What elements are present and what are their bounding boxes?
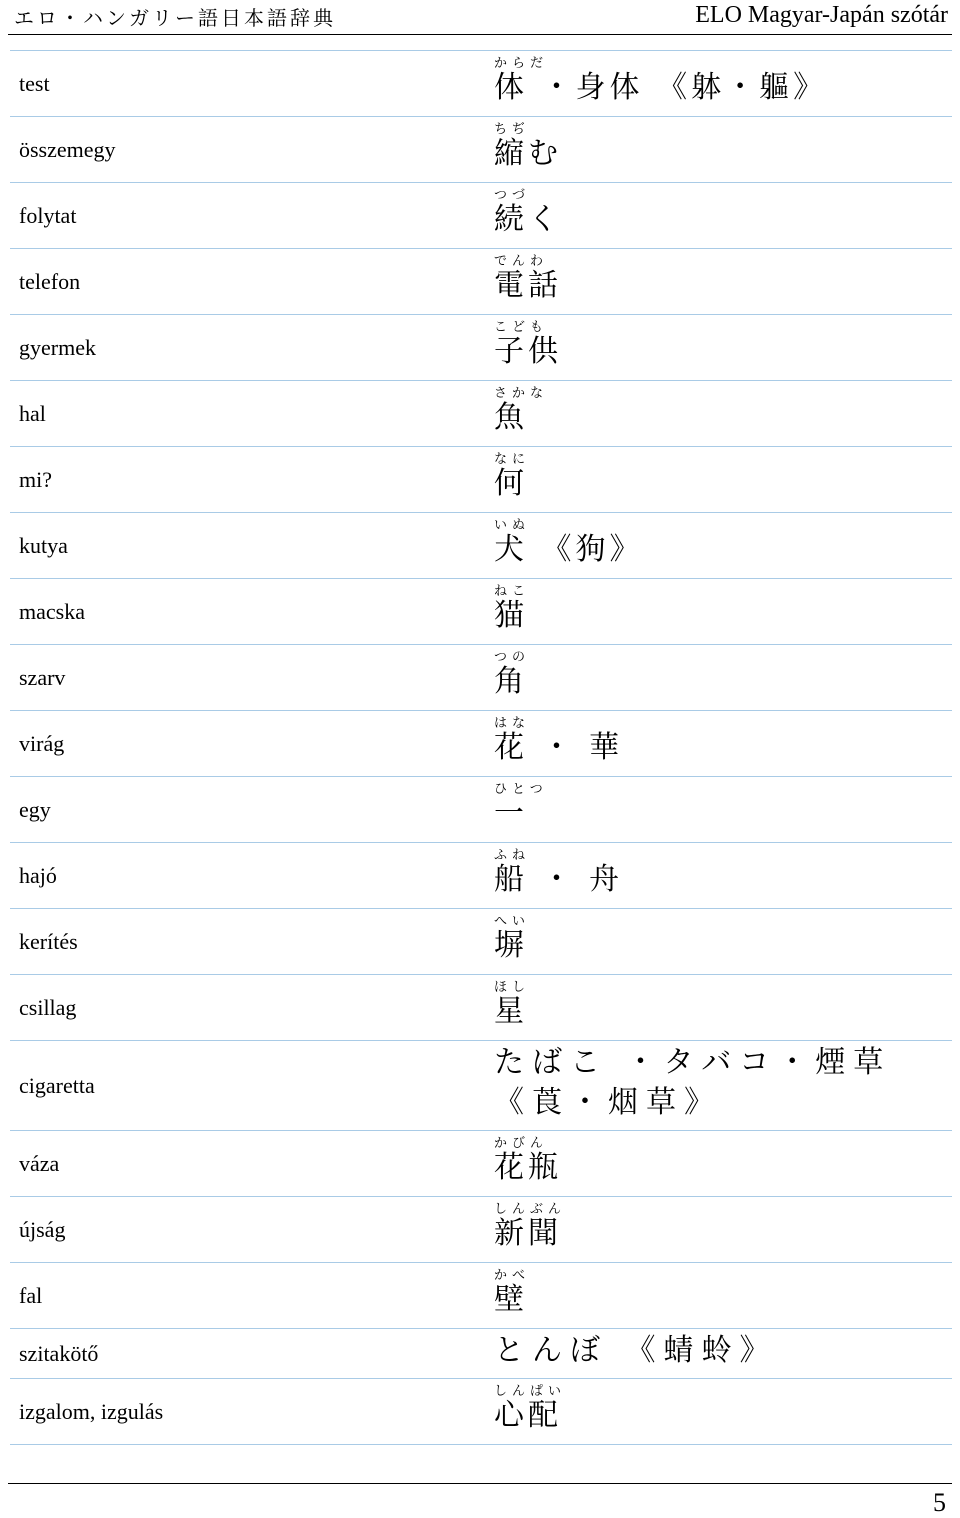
japanese-cell: [494, 909, 530, 963]
japanese-word: 壁: [494, 1282, 528, 1317]
hungarian-word: mi?: [19, 466, 52, 492]
japanese-word: 犬 《狗》: [494, 532, 644, 567]
table-row: [10, 1041, 952, 1131]
table-row: [10, 117, 952, 183]
japanese-cell: [494, 1041, 891, 1125]
hungarian-word: kutya: [19, 532, 68, 558]
hungarian-word: telefon: [19, 268, 81, 294]
hungarian-word: cigaretta: [19, 1072, 95, 1098]
furigana-reading: しんぱい: [494, 1384, 567, 1399]
japanese-cell: [494, 513, 644, 567]
furigana-reading: ほし: [494, 980, 531, 995]
table-row: [10, 513, 952, 579]
table-row: [10, 1379, 952, 1445]
japanese-word: 猫: [494, 598, 528, 633]
table-row: [10, 315, 952, 381]
table-row: [10, 1263, 952, 1329]
header-title-japanese: エロ・ハンガリー語日本語辞典: [14, 6, 336, 30]
hungarian-word: hajó: [19, 862, 57, 888]
furigana-reading: かびん: [494, 1136, 549, 1151]
japanese-cell: [494, 579, 530, 633]
japanese-cell: [494, 645, 530, 699]
japanese-word: 体 ・身体 《躰・軀》: [494, 70, 828, 105]
japanese-cell: [494, 1197, 566, 1251]
japanese-word-alternate: 《莨・烟草》: [494, 1085, 722, 1120]
japanese-word: 縮む: [494, 136, 562, 171]
japanese-cell: [494, 315, 562, 369]
japanese-word: 子供: [494, 334, 562, 369]
japanese-word: 何: [494, 466, 528, 501]
header-title-hungarian: ELO Magyar-Japán szótár: [695, 2, 948, 28]
table-row: [10, 1197, 952, 1263]
table-row: [10, 777, 952, 843]
japanese-cell: [494, 117, 562, 171]
hungarian-word: csillag: [19, 994, 77, 1020]
japanese-word: とんぼ 《蜻蛉》: [494, 1333, 778, 1368]
japanese-word: 電話: [494, 268, 562, 303]
header-divider: [8, 34, 952, 35]
japanese-cell: [494, 711, 623, 765]
page-number: 5: [933, 1488, 946, 1517]
japanese-cell: [494, 975, 530, 1029]
japanese-word: 心配: [494, 1398, 562, 1433]
japanese-cell: [494, 447, 530, 501]
hungarian-word: test: [19, 70, 50, 96]
japanese-cell: [494, 249, 562, 303]
table-row: [10, 1131, 952, 1197]
table-row: [10, 843, 952, 909]
hungarian-word: fal: [19, 1282, 43, 1308]
japanese-word: 角: [494, 664, 528, 699]
furigana-reading: こども: [494, 320, 549, 335]
japanese-cell: [494, 381, 548, 435]
hungarian-word: kerítés: [19, 928, 78, 954]
japanese-word: 魚: [494, 400, 528, 435]
japanese-cell: [494, 1263, 530, 1317]
furigana-reading: しんぶん: [494, 1202, 567, 1217]
furigana-reading: ひとつ: [494, 782, 548, 797]
japanese-word: 花 ・ 華: [494, 730, 624, 765]
furigana-reading: でんわ: [494, 254, 549, 269]
furigana-reading: つづ: [494, 188, 531, 203]
table-row: [10, 711, 952, 777]
table-row: [10, 51, 952, 117]
furigana-reading: いぬ: [494, 518, 531, 533]
table-row: [10, 1329, 952, 1379]
furigana-reading: さかな: [494, 386, 549, 401]
footer-divider: [8, 1483, 952, 1484]
furigana-reading: へい: [494, 914, 531, 929]
hungarian-word: újság: [19, 1216, 66, 1242]
japanese-cell: [494, 183, 562, 237]
japanese-word: 新聞: [494, 1216, 562, 1251]
furigana-reading: はな: [494, 716, 531, 731]
japanese-word: 花瓶: [494, 1150, 562, 1185]
table-row: [10, 381, 952, 447]
japanese-word: 船 ・ 舟: [494, 862, 624, 897]
furigana-reading: なに: [494, 452, 531, 467]
japanese-cell: [494, 777, 548, 831]
furigana-reading: ちぢ: [494, 122, 531, 137]
japanese-cell: [494, 1131, 562, 1185]
table-row: [10, 645, 952, 711]
page-header: [0, 0, 960, 36]
hungarian-word: hal: [19, 400, 46, 426]
furigana-reading: ねこ: [494, 584, 531, 599]
table-row: [10, 249, 952, 315]
japanese-word: 星: [494, 994, 528, 1029]
hungarian-word: macska: [19, 598, 85, 624]
japanese-cell: [494, 1379, 566, 1433]
hungarian-word: folytat: [19, 202, 77, 228]
hungarian-word: szitakötő: [19, 1340, 99, 1366]
furigana-reading: からだ: [494, 56, 549, 71]
table-row: [10, 909, 952, 975]
table-row: [10, 579, 952, 645]
furigana-reading: つの: [494, 650, 531, 665]
japanese-word: たばこ ・タバコ・煙草: [494, 1045, 892, 1080]
japanese-cell: [494, 51, 827, 105]
table-row: [10, 975, 952, 1041]
furigana-reading: ふね: [494, 848, 531, 863]
table-row: [10, 183, 952, 249]
furigana-reading: かべ: [494, 1268, 531, 1283]
hungarian-word: váza: [19, 1150, 60, 1176]
japanese-word: 一: [494, 796, 528, 831]
hungarian-word: egy: [19, 796, 51, 822]
hungarian-word: gyermek: [19, 334, 96, 360]
table-row: [10, 447, 952, 513]
japanese-word: 塀: [494, 928, 528, 963]
dictionary-table: [10, 50, 952, 1445]
hungarian-word: összemegy: [19, 136, 116, 162]
hungarian-word: szarv: [19, 664, 66, 690]
japanese-word: 続く: [494, 202, 562, 237]
hungarian-word: izgalom, izgulás: [19, 1398, 164, 1424]
japanese-cell: [494, 843, 623, 897]
japanese-cell: [494, 1329, 778, 1373]
hungarian-word: virág: [19, 730, 65, 756]
